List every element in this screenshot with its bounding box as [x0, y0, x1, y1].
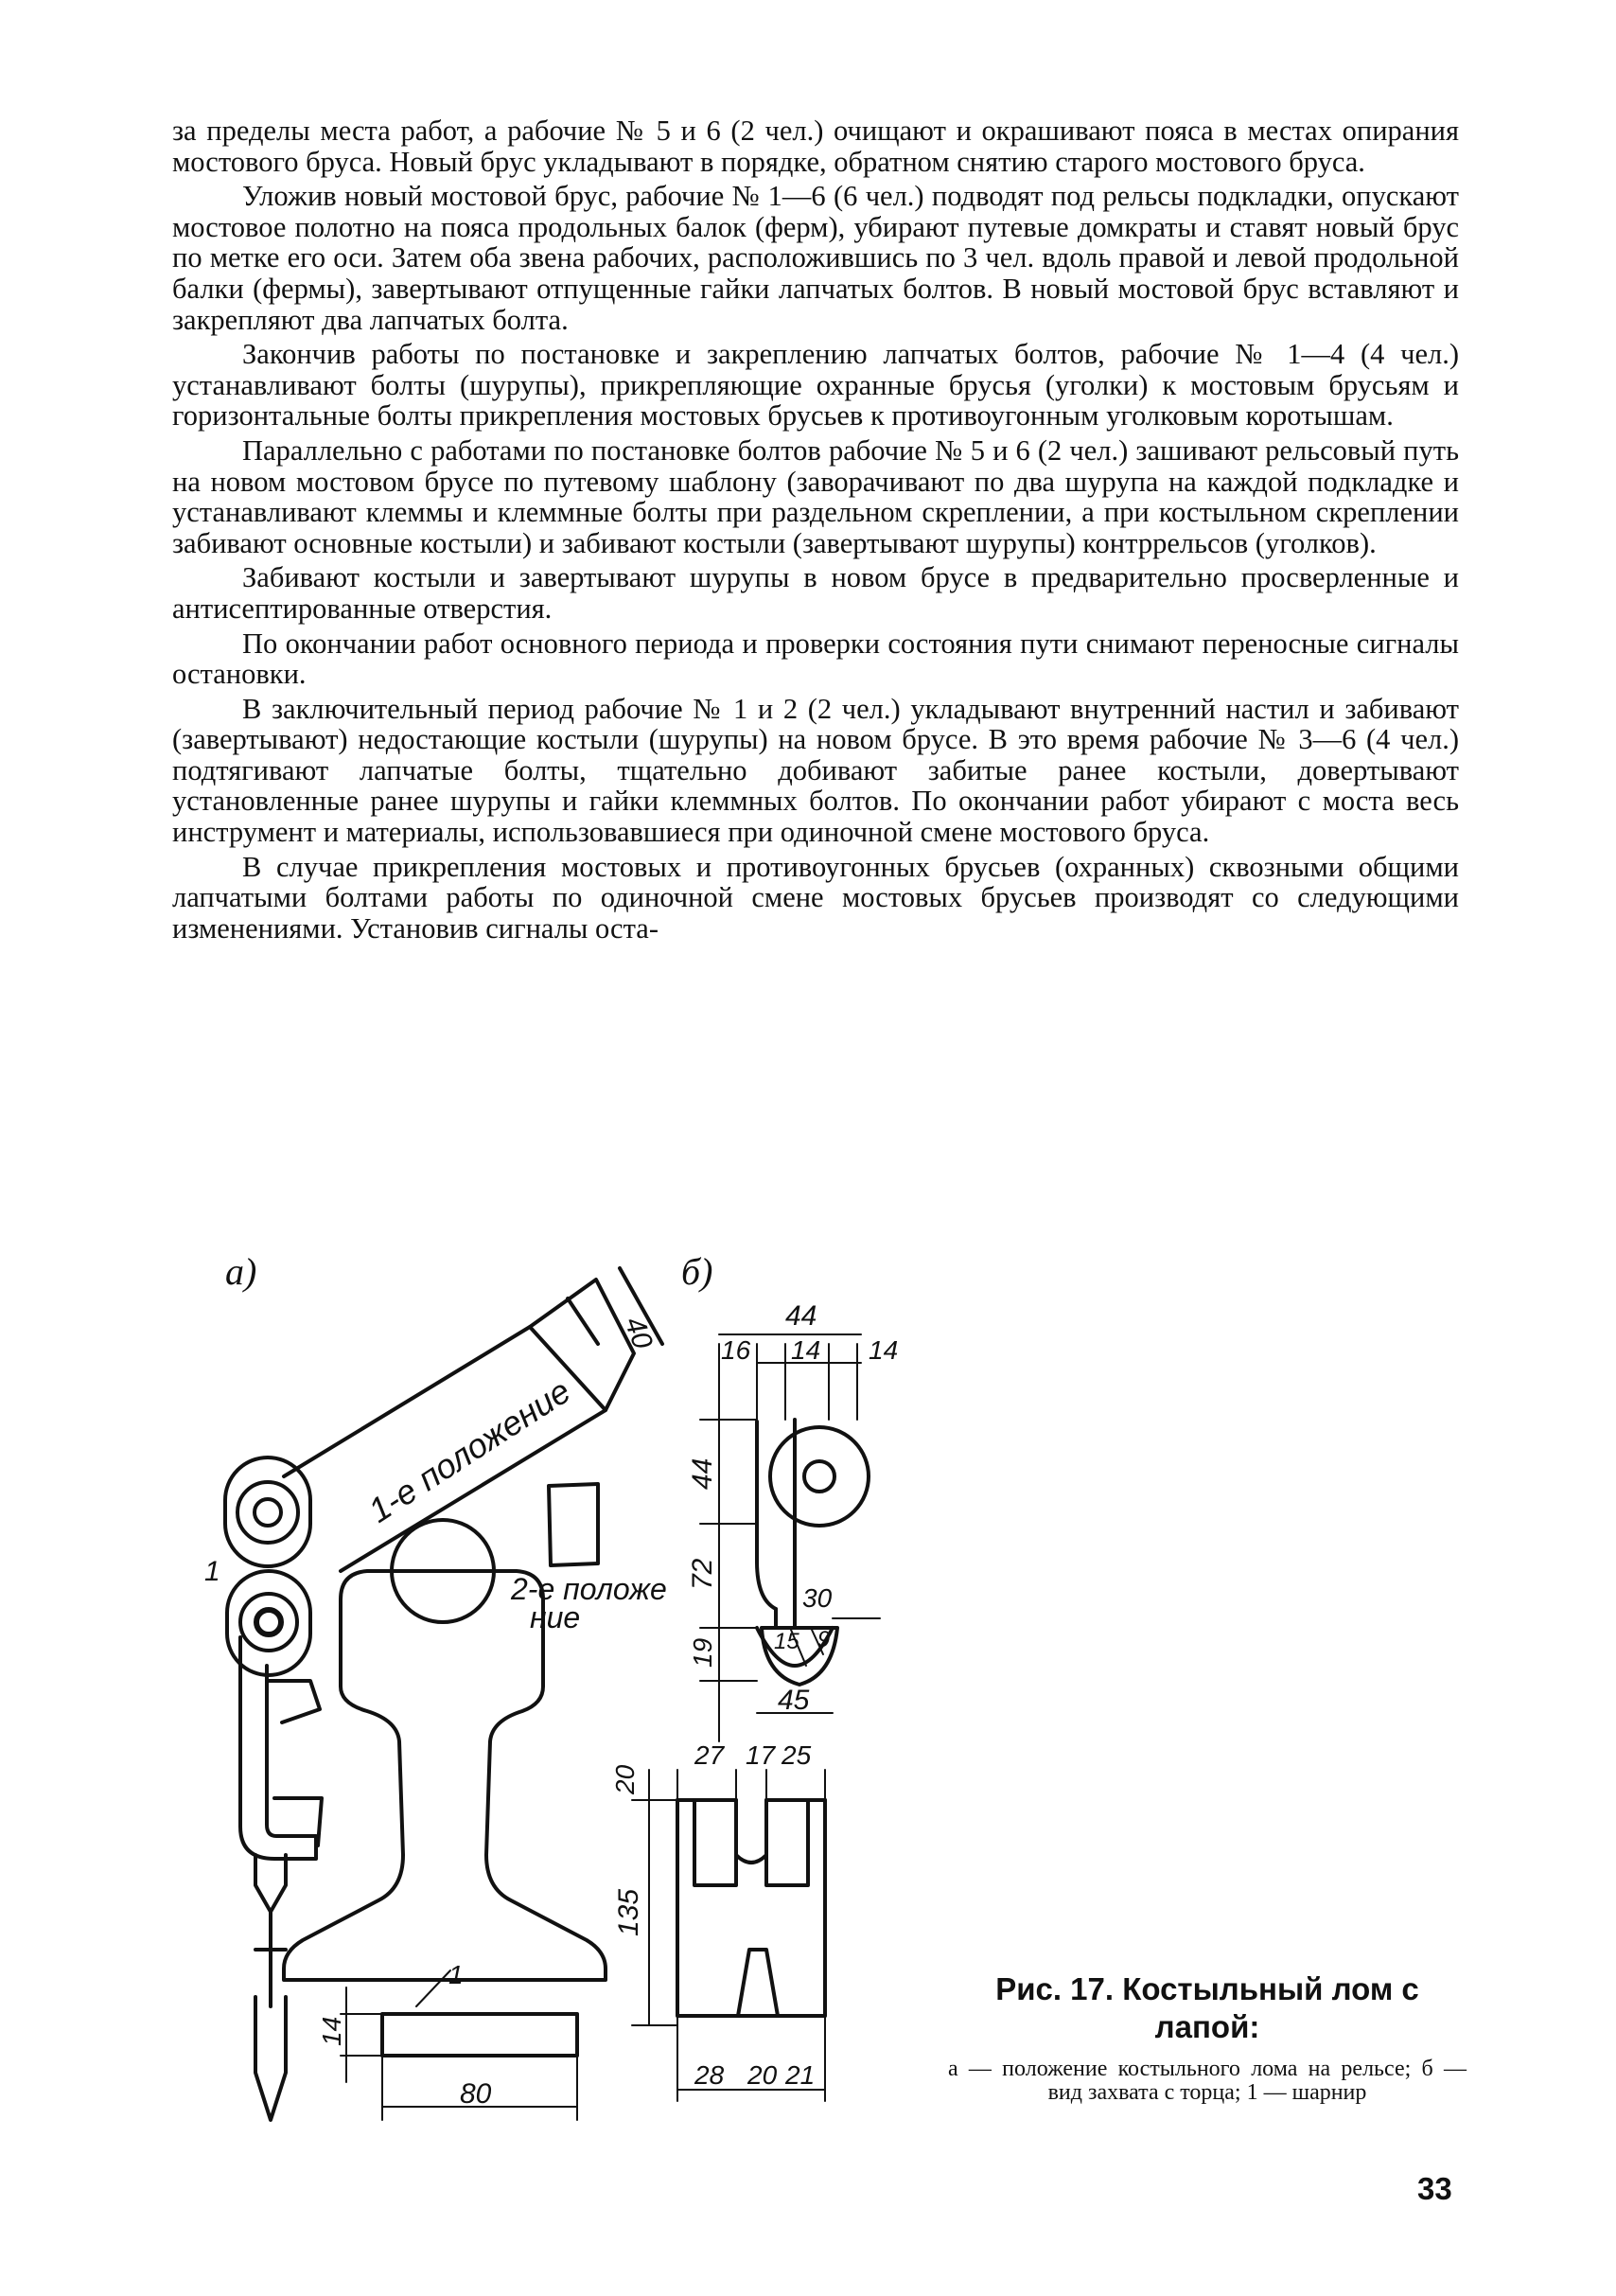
dim-14b: 14 — [869, 1335, 899, 1365]
dim-21: 21 — [785, 2060, 816, 2090]
dim-44-side: 44 — [687, 1457, 718, 1490]
dim-45: 45 — [778, 1685, 810, 1716]
hinge-marker: 1 — [204, 1556, 220, 1587]
page-number: 33 — [1417, 2171, 1452, 2206]
dim-25: 25 — [782, 1740, 812, 1770]
paragraph: По окончании работ основного периода и проверки состояния пути снимают переносные сигналы остановки. — [172, 627, 1459, 691]
claw — [240, 1637, 322, 2120]
plate-marker: 1 — [448, 1960, 464, 1989]
paragraph: В случае прикрепления мостовых и противоугонных брусьев (охранных) сквозными общими лапчатыми болтами работы по одиночной смене мостовых брусьев производят со следующими изменениями. Установив сигналы оста- — [172, 850, 1459, 945]
dim-30: 30 — [802, 1583, 833, 1613]
paragraph: Параллельно с работами по постановке болтов рабочие № 5 и 6 (2 чел.) зашивают рельсовый путь на новом мостовом брусе по путевому шаблону (заворачивают по два шурупа на каждой подкладке и устанавливают клеммы и клеммные болты при раздельном скреплении, а при костыльном скреплении забивают основные костыли) и забивают костыли (завертывают шурупы) контррельсов (уголков). — [172, 433, 1459, 559]
dim-20-side: 20 — [610, 1764, 640, 1794]
dim-16: 16 — [721, 1335, 751, 1365]
hinge-top — [225, 1457, 310, 1566]
front-view — [677, 1800, 825, 2016]
figure-caption — [948, 1970, 1467, 2105]
dim-19: 19 — [688, 1637, 717, 1668]
position-2-label-1: 2-е положе — [511, 1572, 667, 1606]
crowbar-position-1 — [284, 1268, 662, 1571]
dim-14-plate: 14 — [317, 2016, 346, 2046]
paragraph: Закончив работы по постановке и закреплению лапчатых болтов, рабочие № 1—4 (4 чел.) устанавливают болты (шурупы), прикрепляющие охранные брусья (уголки) к мостовым брусьям и горизонтальные болты прикрепления мостовых брусьев к противоугонным уголковым коротышам. — [172, 338, 1459, 433]
dim-27: 27 — [694, 1740, 725, 1770]
paragraph: за пределы места работ, а рабочие № 5 и 6 (2 чел.) очищают и окрашивают пояса в местах опирания мостового бруса. Новый брус укладывают в порядке, обратном снятию старого мостового бруса. — [172, 115, 1459, 178]
plate-detail — [341, 1970, 577, 2120]
position-2-label-2: ние — [530, 1600, 581, 1634]
dim-14a: 14 — [791, 1335, 821, 1365]
paragraph: В заключительный период рабочие № 1 и 2 (2 чел.) укладывают внутренний настил и забивают (завертывают) недостающие костыли (шурупы) на новом брусе. В это время рабочие № 3—6 (4 чел.) подтягивают лапчатые болты, тщательно добивают забитые ранее костыли, довертывают установленные ранее шурупы и гайки клеммных болтов. По окончании работ убирают с моста весь инструмент и материалы, использовавшиеся при одиночной смене мостового бруса. — [172, 692, 1459, 849]
caption-description: а — положение костыльного лома на рельсе; б — вид захвата с торца; 1 — шарнир — [948, 2057, 1467, 2105]
paragraph: Забивают костыли и завертывают шурупы в новом брусе в предварительно просверленные и антисептированные отверстия. — [172, 561, 1459, 625]
dim-15: 15 — [774, 1629, 799, 1654]
dim-135: 135 — [613, 1888, 644, 1936]
dim-44-top: 44 — [785, 1300, 817, 1332]
dim-28: 28 — [694, 2060, 725, 2090]
dim-72: 72 — [687, 1558, 718, 1590]
dim-17: 17 — [746, 1740, 776, 1770]
figure-label-b: б) — [681, 1250, 713, 1293]
paragraph: Уложив новый мостовой брус, рабочие № 1—6 (6 чел.) подводят под рельсы подкладки, опускают мостовое полотно на пояса продольных балок (ферм), убирают путевые домкраты и ставят новый брус по метке его оси. Затем оба звена рабочих, расположившись по 3 чел. вдоль правой и левой продольной балки (фермы), завертывают отпущенные гайки лапчатых болтов. В новый мостовой брус вставляют и закрепляют два лапчатых болта. — [172, 180, 1459, 336]
dim-9: 9 — [817, 1627, 831, 1652]
front-view-dimensions — [632, 1770, 825, 2101]
dim-40: 40 — [618, 1313, 659, 1353]
position-1-label: 1-е положение — [361, 1370, 578, 1530]
caption-title: Рис. 17. Костыльный лом с лапой: — [995, 1971, 1419, 2044]
dim-80: 80 — [460, 2078, 492, 2110]
figure-label-a: а) — [225, 1250, 257, 1293]
dim-20-bottom: 20 — [747, 2060, 778, 2090]
